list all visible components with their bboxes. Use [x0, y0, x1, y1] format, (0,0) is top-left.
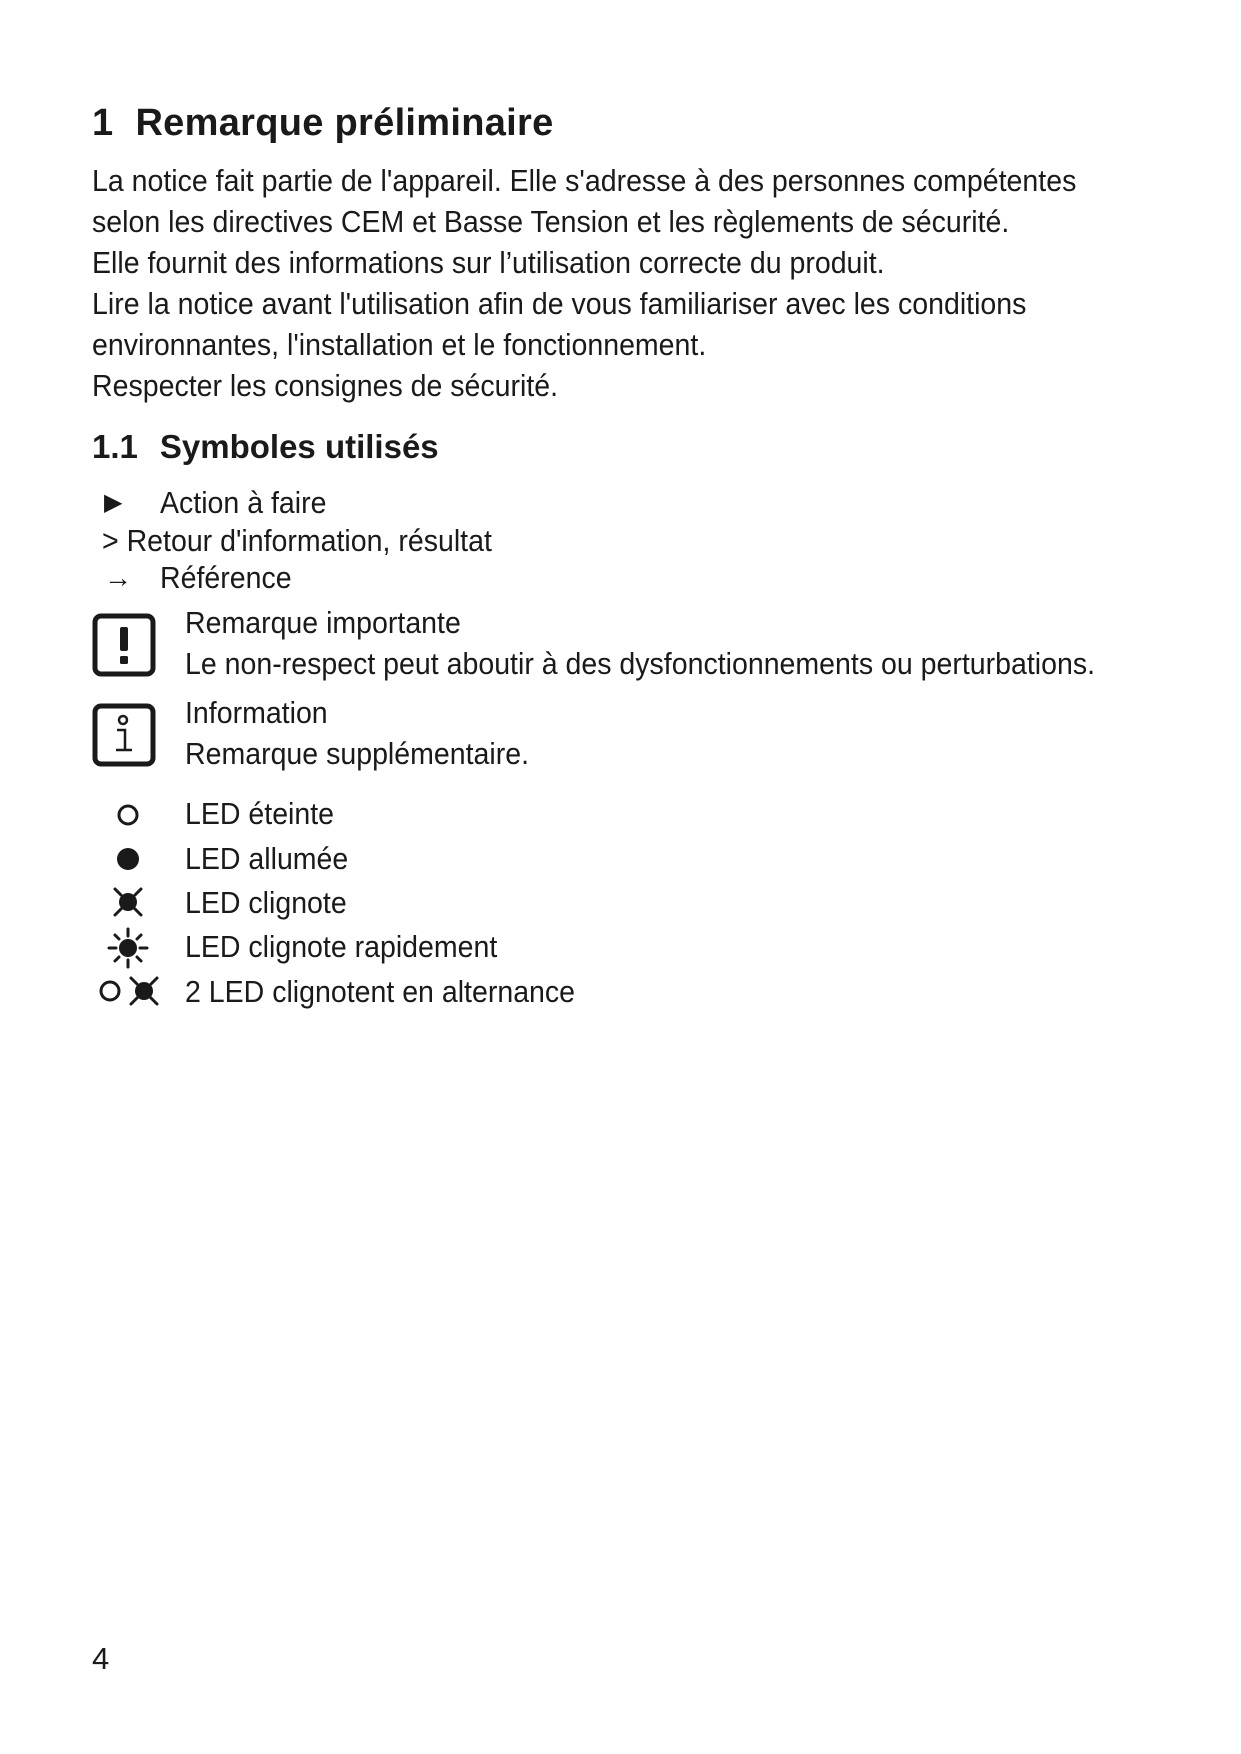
section-heading: [92, 102, 554, 145]
subsection-heading: [92, 428, 439, 466]
intro-line: La notice fait partie de l'appareil. Elle s'adresse à des personnes compétentes: [92, 163, 1077, 198]
intro-line: Elle fournit des informations sur l’utilisation correcte du produit.: [92, 245, 885, 280]
important-note-text: Le non-respect peut aboutir à des dysfonctionnements ou perturbations.: [185, 646, 1096, 681]
intro-line: selon les directives CEM et Basse Tension et les règlements de sécurité.: [92, 204, 1010, 239]
info-icon: [92, 703, 156, 767]
reference-arrow-icon: →: [104, 562, 132, 593]
action-arrow-icon: ▶: [104, 489, 123, 516]
page-number: 4: [92, 1641, 110, 1676]
led-flashing-fast-icon: [106, 926, 150, 970]
led-label: LED éteinte: [185, 796, 335, 831]
intro-line: Respecter les consignes de sécurité.: [92, 368, 559, 403]
led-label: LED allumée: [185, 841, 349, 876]
led-label: 2 LED clignotent en alternance: [185, 974, 576, 1009]
section-title: Remarque préliminaire: [135, 102, 554, 144]
information-text: Remarque supplémentaire.: [185, 736, 530, 771]
important-note-title: Remarque importante: [185, 605, 461, 640]
subsection-title: Symboles utilisés: [159, 428, 439, 465]
led-alternating-icon: [96, 972, 164, 1010]
led-label: LED clignote: [185, 885, 347, 920]
warning-icon: [92, 613, 156, 677]
information-title: Information: [185, 695, 328, 730]
led-on-icon: [112, 843, 144, 875]
led-off-icon: [112, 799, 144, 831]
action-label: Action à faire: [160, 485, 327, 520]
feedback-label: > Retour d'information, résultat: [102, 523, 492, 558]
subsection-number: 1.1: [92, 428, 138, 465]
intro-paragraph: [92, 160, 1172, 406]
intro-line: environnantes, l'installation et le fonctionnement.: [92, 327, 707, 362]
led-label: LED clignote rapidement: [185, 929, 498, 964]
section-number: 1: [92, 102, 114, 144]
reference-label: Référence: [160, 560, 292, 595]
led-flashing-icon: [110, 884, 146, 920]
intro-line: Lire la notice avant l'utilisation afin de vous familiariser avec les conditions: [92, 286, 1027, 321]
